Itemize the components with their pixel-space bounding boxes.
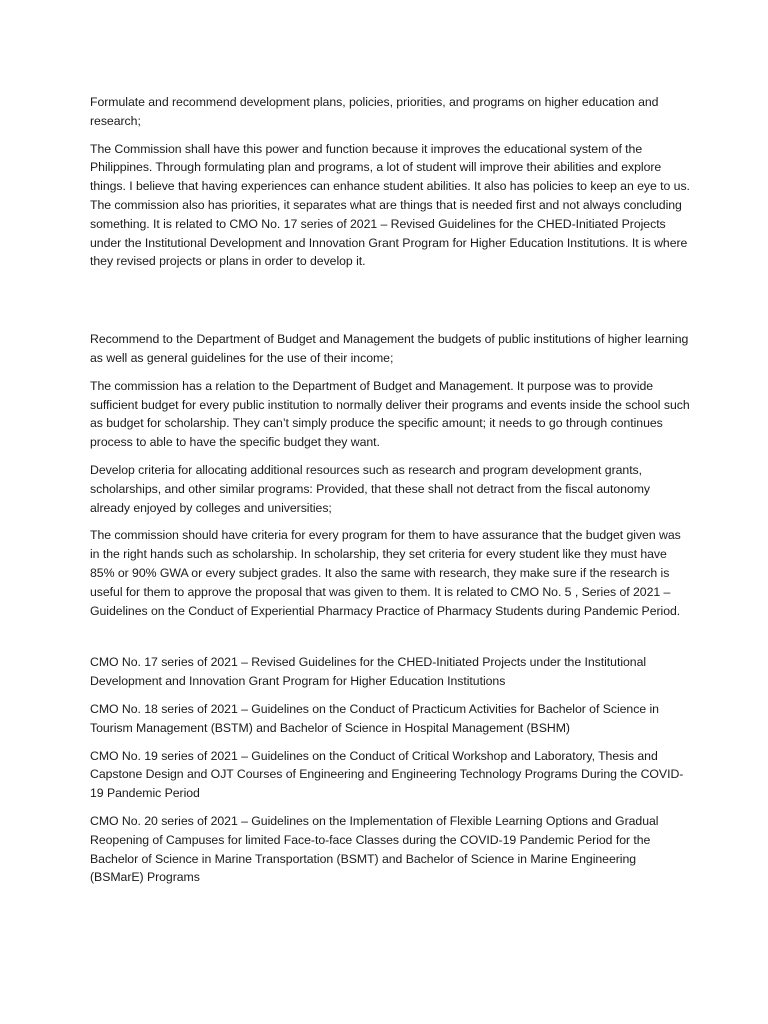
cmo-list-item: CMO No. 20 series of 2021 – Guidelines on the Implementation of Flexible Learning Options and Gradual Reopening of Campuses for limited Face-to-face Classes during the COVID-19 Pandemic Period for the Bachelor of Science in Marine Transportation (BSMT) and Bachelor of Science in Marine Engineering (BSMarE) Programs (90, 813, 659, 885)
section3-heading: Develop criteria for allocating additional resources such as research and program development grants, scholarships, and other similar programs: Provided, that these shall not detract from the fiscal autonomy already enjoyed by colleges and universities; (90, 462, 650, 515)
section2-body: The commission has a relation to the Department of Budget and Management. It purpose was to provide sufficient budget for every public institution to normally deliver their programs and events inside the school such as budget for scholarship. They can’t simply produce the specific amount; it needs to go through continues process to able to have the specific budget they want. (90, 378, 690, 450)
cmo-list-item: CMO No. 18 series of 2021 – Guidelines on the Conduct of Practicum Activities for Bachelor of Science in Tourism Management (BSTM) and Bachelor of Science in Hospital Management (BSHM) (90, 701, 659, 735)
section1-body: The Commission shall have this power and function because it improves the educational system of the Philippines. Through formulating plan and programs, a lot of student will improve their abilities and explore things. I believe that having experiences can enhance student abilities. It also has policies to keep an eye to us. The commission also has priorities, it separates what are things that is needed first and not always concluding something. It is related to CMO No. 17 series of 2021 – Revised Guidelines for the CHED-Initiated Projects under the Institutional Development and Innovation Grant Program for Higher Education Institutions. It is where they revised projects or plans in order to develop it. (90, 141, 690, 269)
section1-heading: Formulate and recommend development plans, policies, priorities, and programs on higher education and research; (90, 95, 659, 128)
cmo-list-item: CMO No. 17 series of 2021 – Revised Guidelines for the CHED-Initiated Projects under the Institutional Development and Innovation Grant Program for Higher Education Institutions (90, 655, 647, 689)
section3-body: The commission should have criteria for every program for them to have assurance that the budget given was in the right hands such as scholarship. In scholarship, they set criteria for every student like they must have 85% or 90% GWA or every subject grades. It also the same with research, they make sure if the research is useful for them to approve the proposal that was given to them. It is related to CMO No. 5 , Series of 2021 – Guidelines on the Conduct of Experiential Pharmacy Practice of Pharmacy Students during Pandemic Period. (90, 528, 681, 618)
spacer (90, 629, 690, 653)
document-page (90, 93, 690, 896)
section2-heading: Recommend to the Department of Budget and Management the budgets of public institutions of higher learning as well as general guidelines for the use of their income; (90, 332, 689, 365)
cmo-list-item: CMO No. 19 series of 2021 – Guidelines on the Conduct of Critical Workshop and Laboratory, Thesis and Capstone Design and OJT Courses of Engineering and Engineering Technology Programs During the COVID-19 Pandemic Period (90, 748, 684, 801)
spacer (90, 280, 690, 330)
